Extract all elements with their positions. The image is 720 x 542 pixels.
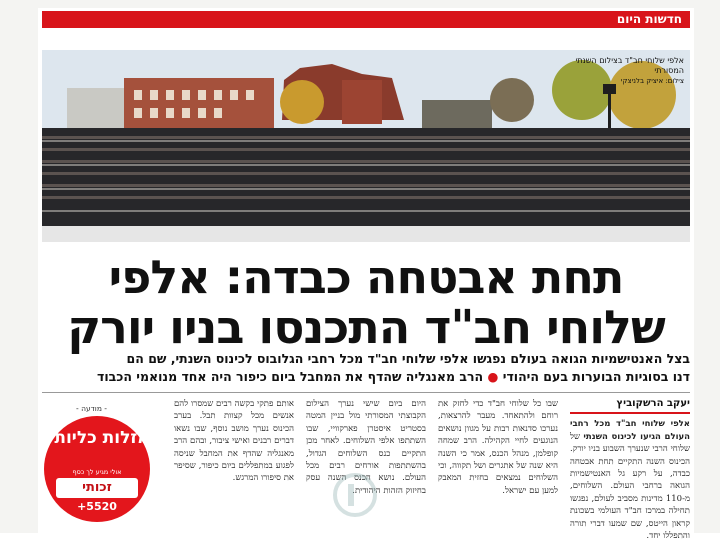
headline [42, 252, 690, 352]
ad-brand: זכותי [56, 478, 138, 498]
subheadline-part-2: דנו בסוגיות הבוערות בעם היהודי [502, 369, 690, 384]
ad-tag: - מודעה - [76, 404, 108, 413]
bullet-icon: ● [487, 369, 499, 384]
ad-title: מזלות כליות? [44, 428, 150, 448]
article-column-1 [570, 398, 691, 542]
subheadline-part-3: הרב מאנגליה שהדף את המחבל ביום כיפור היה אחד מנואמי הכבוד [97, 369, 484, 384]
ad-phone: +5520 [77, 500, 117, 513]
subheadline-part-1: בצל האנטישמיות הגואה בעולם נפגשו אלפי שלוחי חב"ד מכל רחבי הגלובוס לכינוס השנתי, שם הם [126, 351, 690, 366]
headline-line-2: שלוחי חב"ד התכנסו בניו יורק [67, 300, 665, 354]
subheadline [42, 350, 690, 386]
ad-subtitle: אולי מגיע לך כסף [72, 468, 122, 476]
group-photo [42, 50, 690, 242]
section-label: חדשות היום [616, 12, 682, 26]
advertisement[interactable] [44, 416, 150, 522]
divider [42, 392, 690, 393]
article-column-4: אותם פתקי בקשה רבים שמסרו להם אנשים מכל קצוות תבל. בערב הכינוס נערך מושב נוסף, שבו נשאו דברים רבנים ואישי ציבור, ובהם הרב מאנגליה שהדף את המחבל שניסה לפגוע במתפללים ביום כיפור, שסיפר את סיפורו המרגש. [174, 399, 294, 484]
section-header-bar [42, 11, 690, 28]
photo-credit: צילום: איציק בלניצקי [620, 77, 684, 85]
article-body [160, 398, 691, 542]
article-lead: אלפי שלוחי חב"ד מכל רחבי העולם הגיעו לכינוס השנתי [570, 419, 691, 442]
headline-line-1: תחת אבטחה כבדה: אלפי [108, 250, 624, 304]
photo-caption-text: אלפי שלוחי חב"ד בצילום השנתי המסורתי [575, 56, 684, 75]
photo-caption [564, 56, 684, 86]
watermark-icon [330, 470, 380, 520]
article-column-1-text: של שלוחי הרבי שנערך השבוע בניו יורק. הכינוס השנה התקיים תחת אבטחה כבדה, על רקע גל האנטישמיות הגואה ברחבי העולם. השלוחים, מ-110 מדינות מסביב לעולם, נפגשו תחילה במרכז חב"ד העולמי בשכונת קראון הייטס, שם שמעו דברי תורה והתפללו יחד. [570, 431, 690, 542]
article-column-3: היום ביום שישי נערך הצילום הקבוצתי המסורתי מול בניין המטה בסטריט איסטרן פארקוויי, שבו השתתפו אלפי השלוחים. לאחר מכן התקיים כנס השלוחים הגדול, בהשתתפות אורחים רבים מכל העולם. נושא הכנס השנה עסק בחיזוק הזהות היהודית. [306, 399, 426, 496]
article-column-2: שבו כל שלוחי חב"ד כדי לחזק את רוחם ולהתאחד. מעבר להרצאות, נערכו סדנאות רבות על מגוון נושאים הנוגעים לחיי הקהילה. הרב שמחה קופלמן, מנהל הכנס, אמר כי השנה היא שנה של אתגרים ושל תקווה, וכי השלוחים נמצאים בחזית המאבק למען עם ישראל. [438, 399, 558, 496]
author-byline: יעקב הרשקוביץ [570, 398, 690, 414]
